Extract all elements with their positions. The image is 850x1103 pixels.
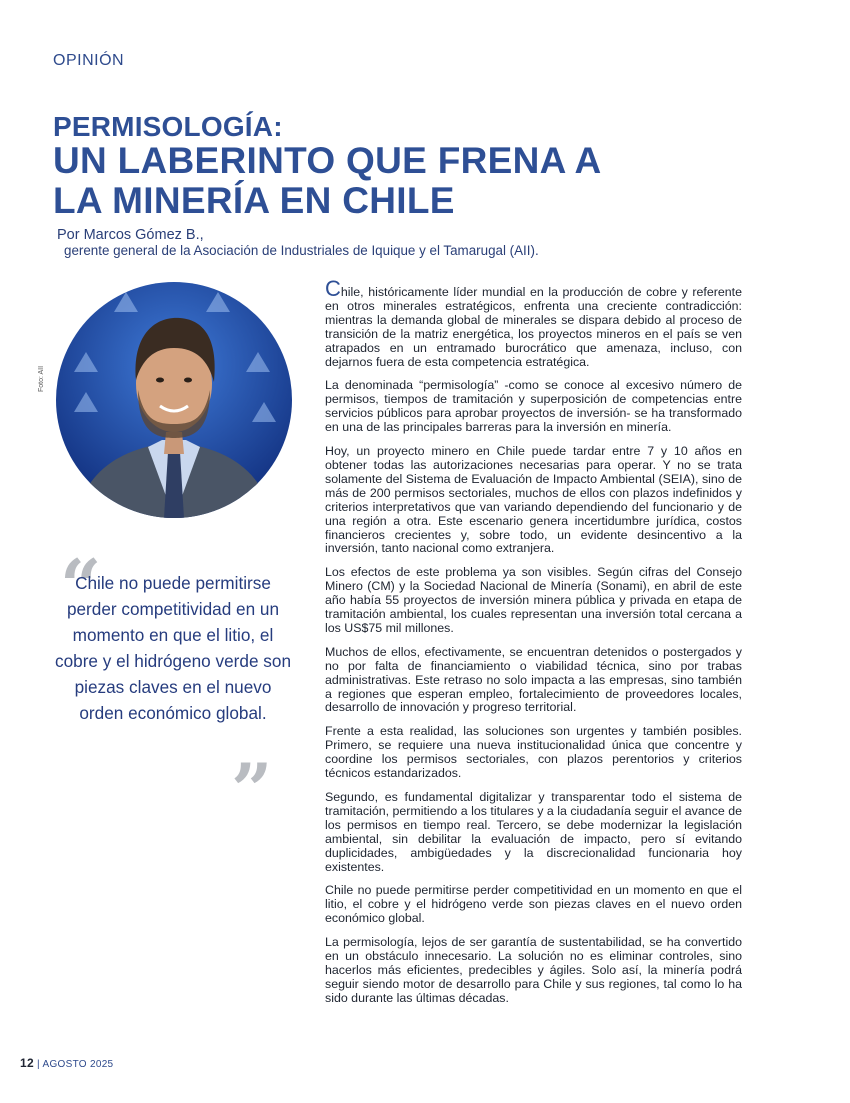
paragraph: Segundo, es fundamental digitalizar y transparentar todo el sistema de tramitación, permitiendo a los titulares y a la ciudadanía seguir el avance de los permisos en tiempo real. Tercero, se debe modernizar la legislación ambiental, sin debilitar la evaluación de impacto, pero sí evitando duplicidades, ambigüedades y la discrecionalidad funcionaria hoy existentes. xyxy=(325,790,742,874)
paragraph: Los efectos de este problema ya son visibles. Según cifras del Consejo Minero (CM) y la Sociedad Nacional de Minería (Sonami), en abril de este año había 55 proyectos de inversión minera pública y privada en etapa de tramitación ambiental, los cuales representan una inversión total cercana a los US$75 mil millones. xyxy=(325,565,742,635)
paragraph: La denominada “permisología” -como se conoce al excesivo número de permisos, tiempos de tramitación y superposición de competencias entre servicios públicos para aprobar proyectos de inversión- se ha transformado en una de las principales barreras para la inversión en minería. xyxy=(325,378,742,435)
portrait-illustration xyxy=(56,282,292,518)
article-body xyxy=(325,276,742,1016)
paragraph: Muchos de ellos, efectivamente, se encuentran detenidos o postergados y no por falta de financiamiento o viabilidad técnica, sino por trabas administrativas. Este retraso no solo impacta a las empresas, sino también a regiones que esperan empleo, fortalecimiento de proveedores locales, desarrollo de innovación y progreso territorial. xyxy=(325,644,742,715)
paragraph: Frente a esta realidad, las soluciones son urgentes y también posibles. Primero, se requiere una nueva institucionalidad única que concentre y coordine los permisos sectoriales, con plazos perentorios y criterios técnicos estandarizados. xyxy=(325,724,742,781)
section-label: OPINIÓN xyxy=(53,52,125,69)
drop-cap: C xyxy=(325,276,341,301)
headline-kicker: PERMISOLOGÍA: xyxy=(53,111,283,142)
paragraph: Chile no puede permitirse perder competitividad en un momento en que el litio, el cobre y el hidrógeno verde son piezas claves en el nuevo orden económico global. xyxy=(325,883,742,926)
page-footer xyxy=(20,1056,113,1070)
paragraph: La permisología, lejos de ser garantía de sustentabilidad, se ha convertido en un obstáculo innecesario. La solución no es eliminar controles, sino hacerlos más eficientes, predecibles y ágiles. Solo así, la minería podrá seguir siendo motor de desarrollo para Chile y sus regiones, tal como lo ha sido durante las últimas décadas. xyxy=(325,935,742,1005)
headline: UN LABERINTO QUE FRENA A LA MINERÍA EN CHILE xyxy=(53,140,601,221)
byline xyxy=(57,228,539,258)
author-name: Por Marcos Gómez B., xyxy=(57,227,204,243)
author-portrait xyxy=(56,282,292,518)
photo-credit: Foto: AII xyxy=(38,365,45,392)
open-quote-icon: “ xyxy=(60,543,102,628)
footer-separator: | xyxy=(37,1059,40,1070)
paragraph: Chile, históricamente líder mundial en la producción de cobre y referente en otros minerales estratégicos, enfrenta una creciente contradicción: mientras la demanda global de minerales se dispara debido al proceso de transición de la matriz energética, los proyectos mineros en el país se ven atrapados en un entramado burocrático que amenaza, incluso, con dejarnos fuera de esta competencia estratégica. xyxy=(325,276,742,369)
paragraph: Hoy, un proyecto minero en Chile puede tardar entre 7 y 10 años en obtener todas las autorizaciones necesarias para operar. Y no se trata solamente del Sistema de Evaluación de Impacto Ambiental (SEIA), sino de más de 200 permisos sectoriales, muchos de ellos con plazos indefinidos y criterios interpretativos que van variando dependiendo del funcionario y de una región a otra. Este escenario genera incertidumbre jurídica, costos financieros crecientes y, sobre todo, un evidente desincentivo a la inversión, tanto nacional como extranjera. xyxy=(325,444,742,556)
page-number: 12 xyxy=(20,1056,34,1070)
author-role: gerente general de la Asociación de Industriales de Iquique y el Tamarugal (AII). xyxy=(64,243,539,258)
issue-date: AGOSTO 2025 xyxy=(42,1059,114,1070)
pull-quote-text: Chile no puede permitirse perder competitividad en un momento en que el litio, el cobre y el hidrógeno verde son piezas claves en el nuevo orden económico global. xyxy=(55,573,292,723)
close-quote-icon: ” xyxy=(231,747,273,832)
